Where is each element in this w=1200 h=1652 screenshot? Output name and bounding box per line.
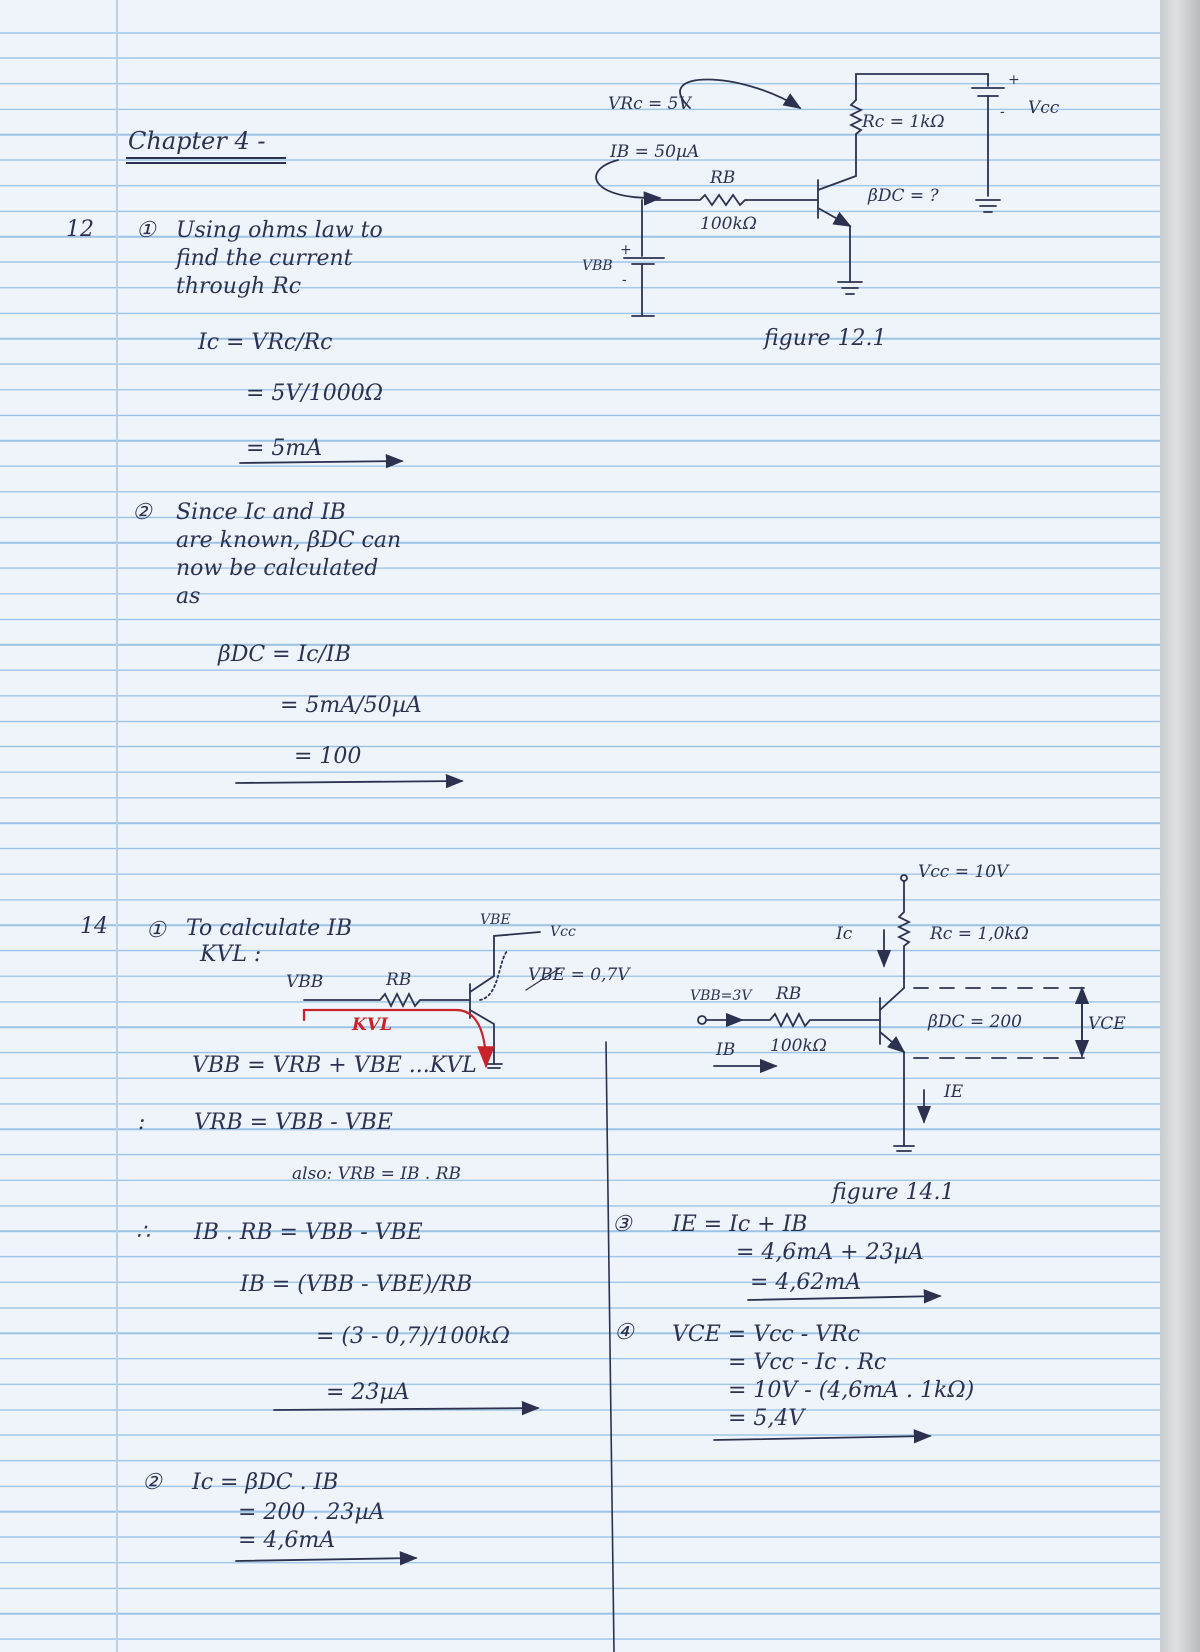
p12-step2-line: Since Ic and IB [176, 500, 346, 525]
kvl-vbe-value-label: VBE = 0,7V [528, 965, 630, 985]
fig12-vrc-label: VRc = 5V [608, 94, 691, 114]
p14-eq-ib-sub: = (3 - 0,7)/100kΩ [316, 1324, 510, 1349]
p12-ic-result: = 5mA [246, 436, 323, 461]
fig12-vcc-label: Vcc [1028, 98, 1060, 118]
fig14-rb-value: 100kΩ [770, 1036, 827, 1056]
p14-eq-ib: IB = (VBB - VBE)/RB [240, 1272, 473, 1297]
fig12-vcc-plus: + [1008, 72, 1020, 88]
p14-result-arrow-2 [236, 1558, 416, 1561]
chapter-title: Chapter 4 - [128, 127, 266, 155]
fig14-ic-label: Ic [836, 924, 853, 944]
p14-result-arrow-3 [748, 1296, 940, 1300]
fig12-vbb-plus: + [620, 242, 632, 258]
p14-eq-vrb: VRB = VBB - VBE [194, 1110, 393, 1135]
fig14-vce-label: VCE [1088, 1014, 1126, 1034]
p14-eq-vce-2: = Vcc - Ic . Rc [728, 1350, 887, 1375]
fig14-beta-label: βDC = 200 [928, 1012, 1022, 1032]
p12-eq-ic: Ic = VRc/Rc [198, 330, 333, 355]
kvl-sketch [304, 932, 560, 1068]
p14-eq-ic-values: = 200 . 23µA [238, 1500, 385, 1525]
column-divider [606, 1042, 614, 1652]
fig12-caption: figure 12.1 [764, 326, 887, 351]
p14-therefore-mark: : [138, 1110, 146, 1135]
p12-step2-line: now be calculated [176, 556, 379, 581]
kvl-vbe-top-label: VBE [480, 912, 511, 928]
fig14-rb-label: RB [776, 984, 802, 1004]
p14-step1-line: To calculate IB [186, 916, 353, 941]
p14-step3-marker: ③ [612, 1212, 632, 1237]
p12-eq-beta: βDC = Ic/IB [218, 642, 351, 667]
fig12-rc-label: Rc = 1kΩ [862, 112, 945, 132]
p14-eq-ie: IE = Ic + IB [672, 1212, 808, 1237]
p14-eq-ie-values: = 4,6mA + 23µA [736, 1240, 924, 1265]
p14-eq-kvl: VBB = VRB + VBE ...KVL [192, 1053, 477, 1078]
fig12-rb-value: 100kΩ [700, 214, 757, 234]
p12-eq-ic-values: = 5V/1000Ω [246, 381, 383, 406]
p14-eq-ibrb: IB . RB = VBB - VBE [194, 1220, 423, 1245]
fig14-vcc-label: Vcc = 10V [918, 862, 1009, 882]
figure-14-circuit [698, 875, 1090, 1151]
problem-14-number: 14 [80, 914, 108, 939]
p14-step1-marker: ① [146, 918, 166, 943]
fig14-ie-label: IE [944, 1082, 964, 1102]
p12-step2-marker: ② [132, 500, 152, 525]
p12-step1-line: through Rc [176, 274, 302, 299]
kvl-loop-label: KVL [352, 1015, 392, 1035]
fig12-ib-label: IB = 50µA [610, 142, 700, 162]
fig14-ib-label: IB [716, 1040, 736, 1060]
p12-beta-result: = 100 [294, 744, 362, 769]
p14-step4-marker: ④ [614, 1320, 634, 1345]
figure-12-circuit [596, 74, 1004, 316]
p14-result-arrow-4 [714, 1436, 930, 1440]
p14-eq-vce-3: = 10V - (4,6mA . 1kΩ) [728, 1378, 975, 1403]
fig12-rb-label: RB [710, 168, 736, 188]
p12-eq-beta-values: = 5mA/50µA [280, 693, 422, 718]
p14-eq-ic: Ic = βDC . IB [192, 1470, 339, 1495]
p12-step1-line: find the current [176, 246, 353, 271]
p14-step1-line: KVL : [200, 942, 262, 967]
fig14-vbb-label: VBB=3V [690, 988, 752, 1004]
p14-result-arrow-1 [274, 1408, 538, 1410]
fig14-caption: figure 14.1 [832, 1180, 955, 1205]
p12-step2-line: are known, βDC can [176, 528, 402, 553]
p14-ib-result: = 23µA [326, 1380, 410, 1405]
fig12-vcc-minus: - [1000, 104, 1005, 120]
fig12-vbb-label: VBB [582, 258, 613, 274]
p14-ic-result: = 4,6mA [238, 1528, 336, 1553]
p12-result-arrow-2 [236, 781, 462, 783]
p12-step1-line: Using ohms law to [176, 218, 383, 243]
fig14-rc-label: Rc = 1,0kΩ [930, 924, 1029, 944]
kvl-rb-label: RB [386, 970, 412, 990]
fig12-beta-label: βDC = ? [868, 186, 939, 206]
p14-step2-marker: ② [142, 1470, 162, 1495]
p14-eq-also: also: VRB = IB . RB [292, 1164, 461, 1184]
p14-eq-vce: VCE = Vcc - VRc [672, 1322, 860, 1347]
kvl-loop-path [304, 1010, 486, 1066]
p12-step2-line: as [176, 584, 201, 609]
fig12-vbb-minus: - [622, 272, 627, 288]
p14-therefore-mark-2: ∴ [136, 1220, 150, 1245]
problem-12-number: 12 [66, 217, 94, 242]
p14-vce-result: = 5,4V [728, 1406, 805, 1431]
p12-step1-marker: ① [136, 218, 156, 243]
p14-ie-result: = 4,62mA [750, 1270, 862, 1295]
kvl-vcc-label: Vcc [550, 924, 576, 940]
p12-result-arrow-1 [240, 461, 402, 463]
kvl-vbb-label: VBB [286, 972, 324, 992]
